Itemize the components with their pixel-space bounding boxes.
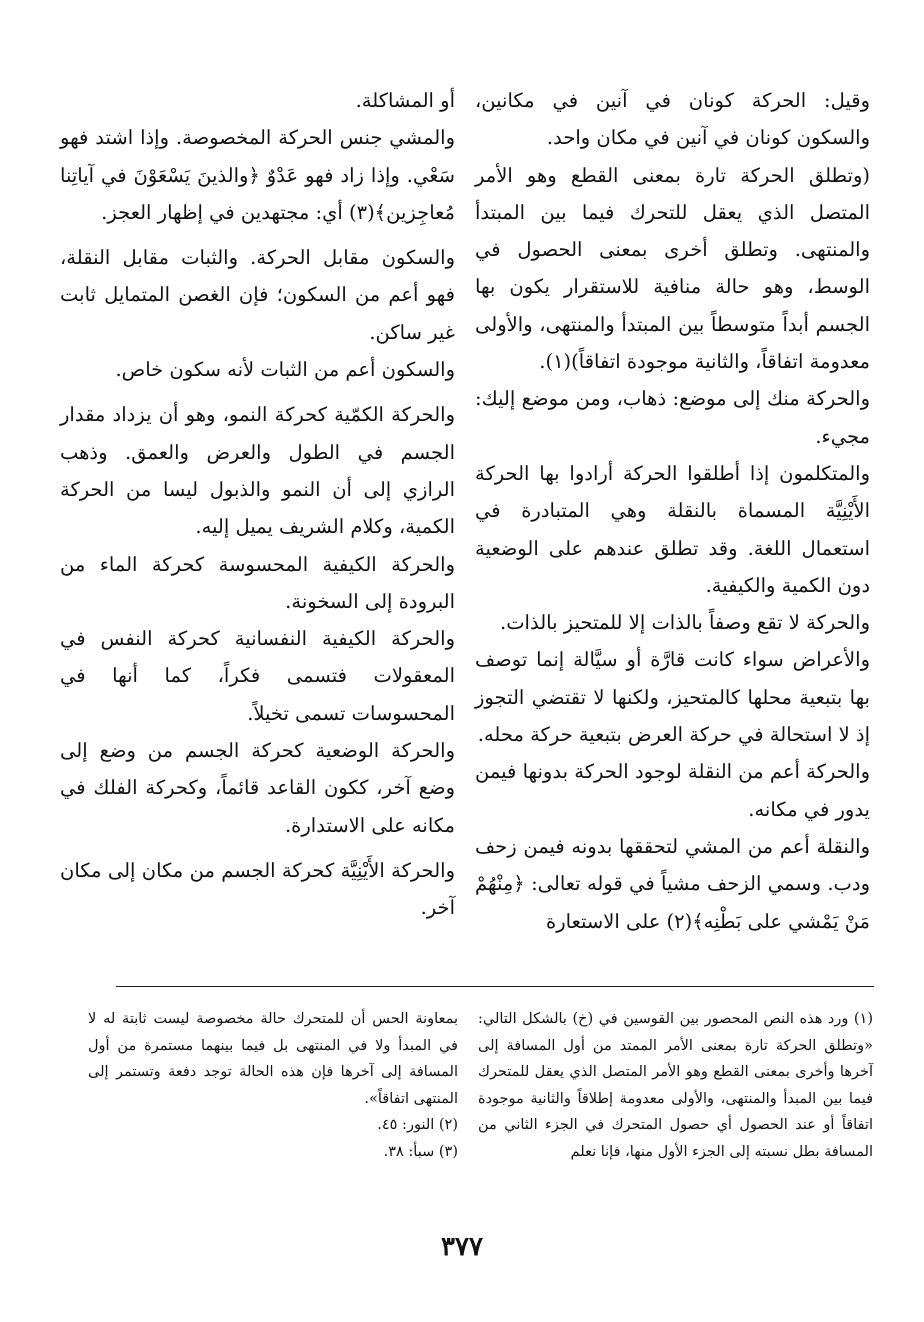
page-number: ٣٧٧ (441, 1232, 483, 1262)
main-text-left-column (60, 82, 455, 927)
paragraph: أو المشاكلة. (355, 89, 455, 112)
paragraph: والحركة الكيفية النفسانية كحركة النفس في المعقولات فتسمى فكراً، كما أنها في المحسوسات تسمى تخيلاً. (60, 627, 455, 725)
footnotes-right-column (478, 1006, 873, 1166)
paragraph: والحركة أعم من النقلة لوجود الحركة بدونها فيمن يدور في مكانه. (475, 760, 870, 821)
paragraph: والحركة منك إلى موضع: ذهاب، ومن موضع إليك: مجيء. (475, 387, 870, 448)
paragraph: والحركة لا تقع وصفاً بالذات إلا للمتحيز بالذات. (500, 611, 870, 635)
footnote-divider (116, 986, 874, 987)
paragraph: والأعراض سواء كانت قارَّة أو سيَّالة إنما توصف بها بتبعية محلها كالمتحيز، ولكنها لا تقتضي التجوز إذ لا استحالة في حركة العرض بتبعية حركة محله. (475, 648, 870, 747)
paragraph: وقيل: الحركة كونان في آنين في مكانين، والسكون كونان في آنين في مكان واحد. (475, 89, 870, 150)
paragraph: والسكون مقابل الحركة. والثبات مقابل النقلة، فهو أعم من السكون؛ فإن الغصن المتمايل ثابت غير ساكن. (60, 246, 455, 344)
paragraph: والمشي جنس الحركة المخصوصة. وإذا اشتد فهو سَعْي. وإذا زاد فهو عَدْوٌ ﴿والذينَ يَسْعَوْنَ في آياتِنا مُعاجِزين﴾(٣) أي: مجتهدين في إظهار العجز. (60, 126, 455, 224)
footnotes-left-column (88, 1006, 458, 1166)
footnote: بمعاونة الحس أن للمتحرك حالة مخصوصة ليست ثابتة له لا في المبدأ ولا في المنتهى بل فيما بينهما مستمرة من أول المسافة إلى آخرها فإن هذه الحالة توجد دفعة وتستمر إلى المنتهى اتفاقاً». (88, 1011, 458, 1107)
footnote: (٣) سبأ: ٣٨. (383, 1143, 458, 1160)
paragraph: (وتطلق الحركة تارة بمعنى القطع وهو الأمر المتصل الذي يعقل للتحرك فيما بين المبتدأ والمنتهى. وتطلق أخرى بمعنى الحصول في الوسط، وهو حالة منافية للاستقرار يكون بها الجسم أبداً متوسطاً بين المبتدأ والمنتهى، والأولى معدومة اتفاقاً، والثانية موجودة اتفاقاً)(١). (475, 163, 870, 374)
paragraph: والحركة الوضعية كحركة الجسم من وضع إلى وضع آخر، ككون القاعد قائماً، وكحركة الفلك في مكانه على الاستدارة. (60, 739, 455, 837)
paragraph: والحركة الأَيْنِيَّة كحركة الجسم من مكان إلى مكان آخر. (60, 858, 455, 920)
paragraph: والسكون أعم من الثبات لأنه سكون خاص. (115, 358, 455, 382)
paragraph: والمتكلمون إذا أطلقوا الحركة أرادوا بها الحركة الأَيْنِيَّة المسماة بالنقلة وهي المتبادرة في استعمال اللغة. وقد تطلق عندهم على الوضعية دون الكمية والكيفية. (475, 461, 870, 597)
footnote: (١) ورد هذه النص المحصور بين القوسين في (خ) بالشكل التالي: «وتطلق الحركة تارة بمعنى الأمر الممتد من أول المسافة إلى آخرها وأخرى بمعنى القطع وهو الأمر المتصل الذي يعقل للمتحرك فيما بين المبدأ والمنتهى، والأولى معدومة إطلاقاً والثانية موجودة اتفاقاً أو عند الحصول أي حصول المتحرك في الجزء الثاني من المسافة بطل نسبته إلى الجزء الأول منها، فإنا نعلم (478, 1011, 873, 1160)
main-text-right-column (475, 82, 870, 940)
paragraph: والنقلة أعم من المشي لتحققها بدونه فيمن زحف ودب. وسمي الزحف مشياً في قوله تعالى: ﴿مِنْهُمْ مَنْ يَمْشي على بَطْنِه﴾(٢) على الاستعارة (475, 834, 870, 933)
footnote: (٢) النور: ٤٥. (377, 1117, 458, 1134)
paragraph: والحركة الكمّية كحركة النمو، وهو أن يزداد مقدار الجسم في الطول والعرض والعمق. وذهب الرازي إلى أن النمو والذبول ليسا من الحركة الكمية، وكلام الشريف يميل إليه. (60, 403, 455, 539)
paragraph: والحركة الكيفية المحسوسة كحركة الماء من البرودة إلى السخونة. (60, 552, 455, 613)
